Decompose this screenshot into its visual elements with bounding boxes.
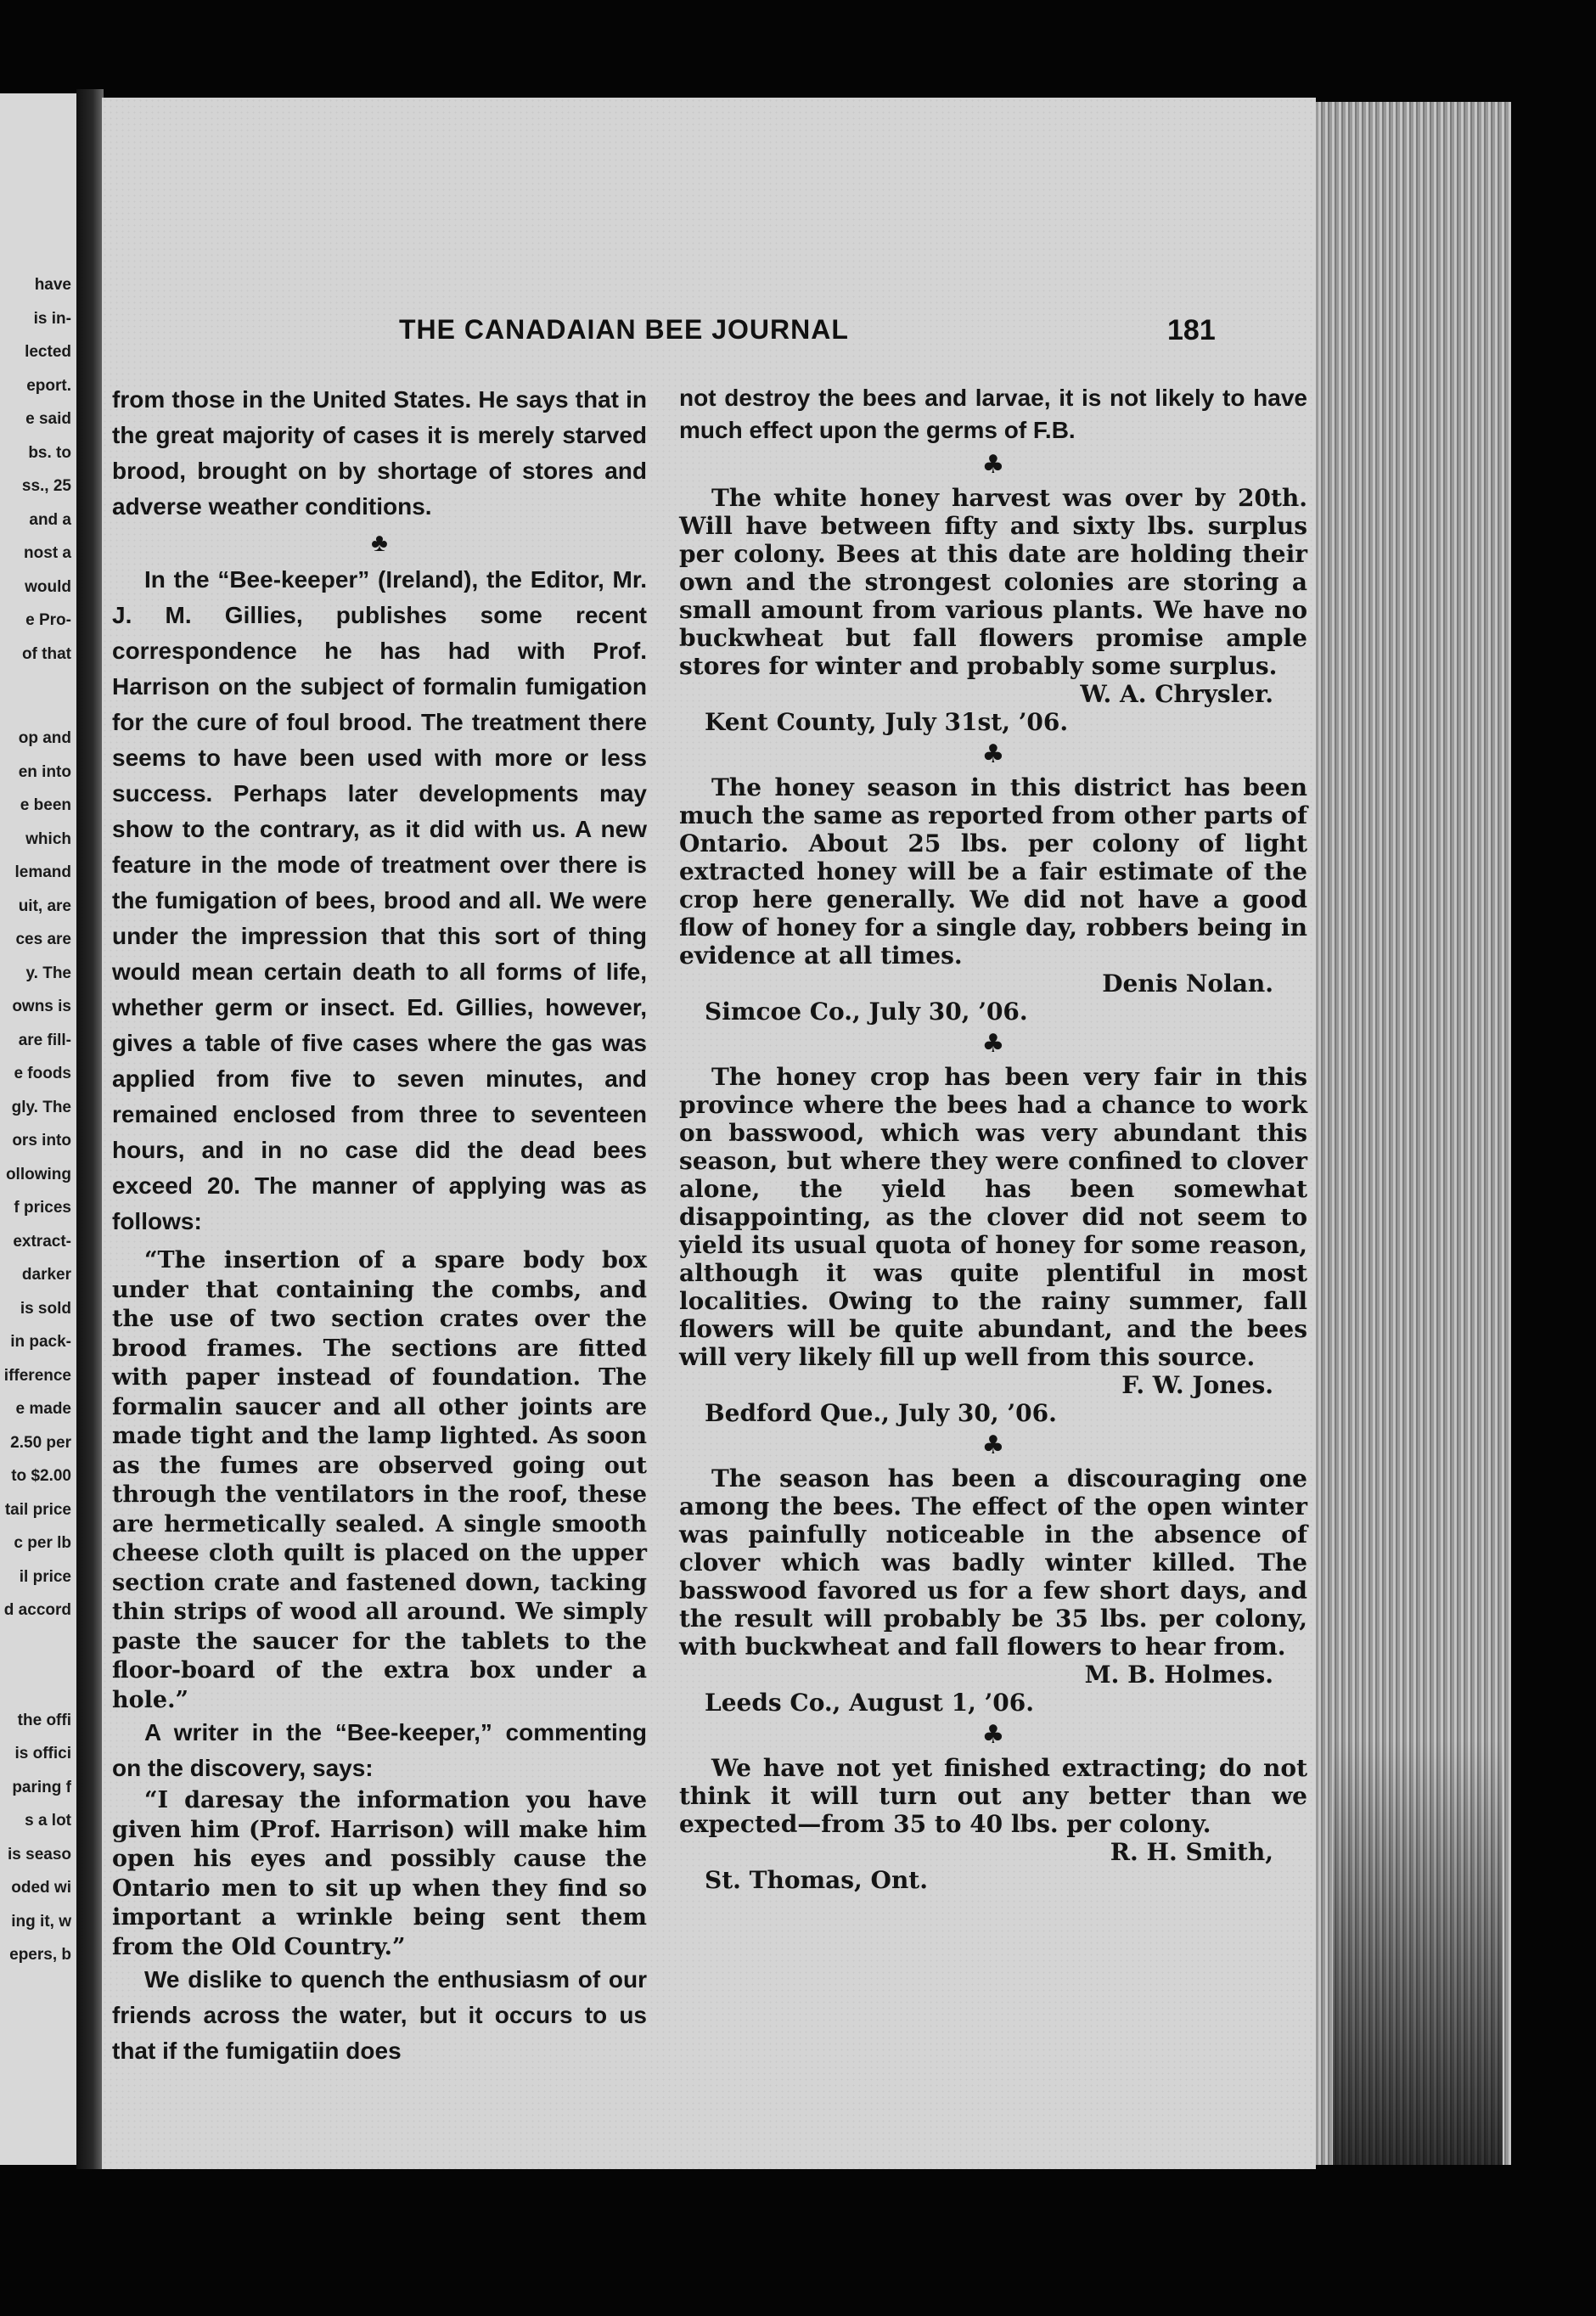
- facing-page-fragment: e said: [25, 410, 71, 428]
- facing-page-fragment: e been: [20, 796, 71, 814]
- quoted-paragraph: “I daresay the information you have given him (Prof. Harrison) will make him open his eyes and possibly cause the Ontario men to sit up when they find so important a wrinkle being sent them from the Old Country.”: [112, 1787, 647, 1960]
- facing-page-fragment: bs. to: [28, 443, 71, 462]
- club-ornament-icon: ♣: [981, 1720, 1005, 1750]
- facing-page-fragment: tail price: [4, 1500, 71, 1519]
- club-ornament-icon: ♣: [371, 529, 388, 557]
- facing-page-fragment: epers, b: [9, 1946, 71, 1964]
- facing-page-fragment: s a lot: [25, 1812, 71, 1830]
- facing-page-fragment: uit, are: [18, 897, 71, 915]
- journal-page: [102, 98, 1316, 2169]
- report-signature: W. A. Chrysler.: [1080, 680, 1273, 708]
- report-text: The white honey harvest was over by 20th. Will have between fifty and sixty lbs. surplus per colony. Bees at this date are holding their own and the strongest colonies are storing a small amount from various plants. We have no buckwheat but fall flowers promise ample stores for winter and probably some surplus.: [679, 484, 1307, 680]
- report-place-date: Kent County, July 31st, ’06.: [705, 708, 1069, 736]
- right-paragraph: not destroy the bees and larvae, it is not likely to have much effect upon the germs of F.B.: [679, 385, 1307, 443]
- report-text: The honey season in this district has been much the same as reported from other parts of Ontario. About 25 lbs. per colony of light extracted honey will be a fair estimate of the crop here generally. We did not have a good flow of honey for a single day, robbers being in evidence at all times.: [679, 773, 1307, 970]
- facing-page-fragment: 2.50 per: [10, 1433, 71, 1452]
- facing-page-fragment: en into: [18, 762, 71, 781]
- facing-page-fragment: eport.: [26, 376, 71, 395]
- facing-page-fragment: op and: [18, 729, 71, 747]
- facing-page-fragment: which: [25, 829, 71, 848]
- facing-page-fragment: il price: [19, 1567, 71, 1586]
- book-gutter: [76, 89, 104, 2169]
- facing-page-fragment: extract-: [13, 1232, 71, 1251]
- facing-page-fragment: ces are: [15, 930, 71, 948]
- facing-page-fragment: ollowing: [5, 1165, 71, 1183]
- facing-page-fragment: gly. The: [11, 1098, 71, 1116]
- right-column: [679, 382, 1307, 1894]
- facing-page-fragment: oded wi: [11, 1879, 71, 1897]
- club-ornament-icon: ♣: [981, 450, 1005, 480]
- club-ornament-icon: ♣: [981, 1431, 1005, 1460]
- facing-page-fragment: in pack-: [10, 1333, 71, 1351]
- left-paragraph: We dislike to quench the enthusiasm of our friends across the water, but it occurs to us that if the fumigatiin does: [112, 1966, 647, 2064]
- facing-page-fragment: nost a: [24, 544, 71, 562]
- facing-page-fragment: y. The: [25, 964, 71, 982]
- quoted-paragraph: “The insertion of a spare body box under that containing the combs, and the use of two section crates over the brood frames. The sections are fitted with paper instead of foundation. The formalin saucer and all other joints are made tight and the lamp lighted. As soon as the fumes are observed going out through the ventilators in the roof, these are hermetically sealed. A single smooth cheese cloth quilt is placed on the upper section crate and fastened down, tacking thin strips of wood all around. We simply paste the saucer for the tablets to the floor-board of the extra box under a hole.”: [112, 1247, 647, 1713]
- page-edges-shadow: [1333, 1740, 1503, 2165]
- report-place-date: St. Thomas, Ont.: [705, 1866, 928, 1894]
- report-place-date: Simcoe Co., July 30, ’06.: [705, 998, 1028, 1026]
- left-paragraph: from those in the United States. He says that in the great majority of cases it is merely starved brood, brought on by shortage of stores and adverse weather conditions.: [112, 386, 647, 520]
- facing-page-fragment: and a: [29, 510, 71, 529]
- club-ornament-icon: ♣: [981, 1029, 1005, 1059]
- report-place-date: Leeds Co., August 1, ’06.: [705, 1689, 1035, 1717]
- facing-page-fragment: e Pro-: [25, 611, 71, 629]
- facing-page-fragment: ss., 25: [21, 477, 71, 495]
- facing-page-fragment: are fill-: [18, 1031, 71, 1049]
- facing-page-fragment: have: [34, 276, 71, 294]
- report-signature: F. W. Jones.: [1121, 1371, 1273, 1399]
- page-number: 181: [1167, 314, 1216, 346]
- report-text: The season has been a discouraging one among the bees. The effect of the open winter was painfully noticeable in the absence of clover which was badly winter killed. The basswood favored us for a few short days, and the result will probably be 35 lbs. per colony, with buckwheat and fall flowers to hear from.: [679, 1464, 1307, 1661]
- facing-page-fragment: lected: [25, 343, 71, 361]
- report-signature: Denis Nolan.: [1102, 970, 1273, 998]
- facing-page-fragment: of that: [21, 644, 71, 663]
- left-column: [112, 382, 647, 2069]
- facing-page-fragment: the offi: [17, 1711, 71, 1729]
- report-signature: M. B. Holmes.: [1084, 1661, 1273, 1689]
- facing-page-fragment: lemand: [14, 863, 71, 881]
- facing-page-fragment: to $2.00: [11, 1467, 71, 1485]
- facing-page-fragment: d accord: [3, 1601, 71, 1619]
- facing-page-fragment: is in-: [33, 309, 71, 328]
- facing-page-fragment: ors into: [12, 1132, 71, 1150]
- facing-page-fragment: darker: [21, 1266, 71, 1284]
- left-paragraph: A writer in the “Bee-keeper,” commenting on the discovery, says:: [112, 1719, 647, 1781]
- facing-page-fragment: e made: [15, 1400, 71, 1418]
- facing-page-fragment: is sold: [20, 1299, 71, 1318]
- facing-page-fragment: e foods: [14, 1065, 71, 1082]
- report-text: The honey crop has been very fair in this province where the bees had a chance to work on basswood, which was very abundant this season, but where they were confined to clover alone, the yield has been somewhat disappointing, as the clover did not seem to yield its usual quota of honey for some reason, although it was quite plentiful in most localities. Owing to the rainy summer, fall flowers will be quite abundant, and the bees will very likely fill up well from this source.: [679, 1063, 1307, 1371]
- facing-page-fragment: c per lb: [14, 1534, 71, 1552]
- facing-page-fragment: owns is: [12, 998, 71, 1015]
- facing-page-fragment: ing it, w: [11, 1912, 71, 1931]
- facing-page-fragment: paring f: [12, 1778, 71, 1796]
- club-ornament-icon: ♣: [981, 739, 1005, 769]
- facing-page-fragment: is offici: [14, 1745, 71, 1762]
- report-text: We have not yet finished extracting; do not think it will turn out any better than we expected—from 35 to 40 lbs. per colony.: [679, 1754, 1307, 1838]
- left-paragraph: In the “Bee-keeper” (Ireland), the Editor, Mr. J. M. Gillies, publishes some recent correspondence he has had with Prof. Harrison on the subject of formalin fumigation for the cure of foul brood. The treatment there seems to have been used with more or less success. Perhaps later developments may show to the contrary, as it did with us. A new feature in the mode of treatment over there is the fumigation of bees, brood and all. We were under the impression that this sort of thing would mean certain death to all forms of life, whether germ or insect. Ed. Gillies, however, gives a table of five cases where the gas was applied from five to seven minutes, and remained enclosed from three to seventeen hours, and in no case did the dead bees exceed 20. The manner of applying was as follows:: [112, 566, 647, 1234]
- facing-page-fragment: f prices: [14, 1199, 71, 1217]
- report-place-date: Bedford Que., July 30, ’06.: [705, 1399, 1057, 1427]
- running-title: THE CANADAIAN BEE JOURNAL: [399, 314, 849, 345]
- facing-page-fragment: would: [25, 577, 71, 596]
- facing-page-fragment: ifference: [3, 1366, 71, 1385]
- page-header: [102, 314, 1316, 348]
- report-signature: R. H. Smith,: [1110, 1838, 1273, 1866]
- facing-page-fragment: is seaso: [8, 1845, 71, 1863]
- facing-page-edge: [0, 93, 76, 2165]
